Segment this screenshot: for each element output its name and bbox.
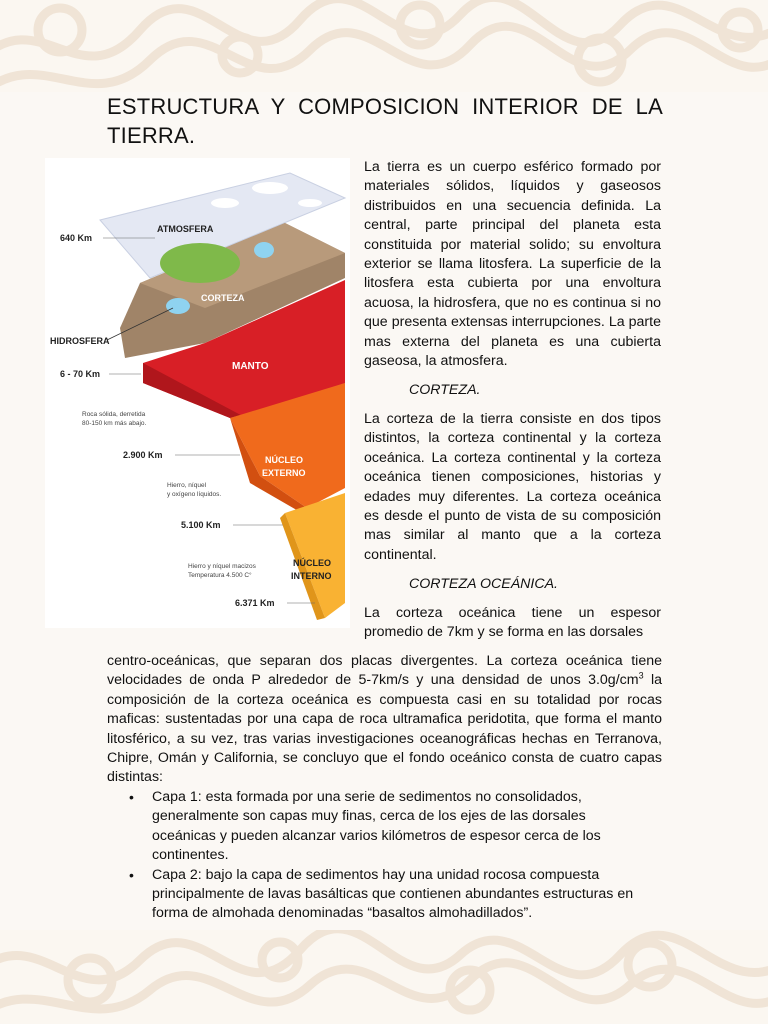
depth-5100-label: 5.100 Km	[181, 520, 221, 530]
list-item: • Capa 2: bajo la capa de sedimentos hay una unidad rocosa compuesta principalmente de lavas basálticas que contienen abundantes estructuras en forma de almohada denominadas “basaltos almohadillados”.	[129, 866, 634, 922]
decorative-footer-band	[0, 930, 768, 1024]
outer-core-label-2: EXTERNO	[262, 468, 306, 478]
note-hierro-2: y oxígeno líquidos.	[167, 491, 222, 498]
mantle-label: MANTO	[232, 361, 269, 372]
note-macizos-2: Temperatura 4.500 C°	[188, 572, 252, 579]
earth-structure-diagram	[45, 158, 350, 628]
hydrosphere-label: HIDROSFERA	[50, 336, 110, 346]
crust-label: CORTEZA	[201, 293, 245, 303]
corteza-paragraph: La corteza de la tierra consiste en dos tipos distintos, la corteza continental y la corteza oceánica. La corteza continental y la corteza oceánica tienen composiciones, historias y edades muy diferentes. La corteza oceánica es desde el punto de vista de su composición mas similar al manto que a la corteza continental.	[364, 411, 661, 563]
corteza-oceanica-paragraph: centro-oceánicas, que separan dos placas divergentes. La corteza oceánica tiene velocidades de onda P alrededor de 5-7km/s y una densidad de unos $3.0g/cm^3$ la composición de la corteza oceánica es compuesta casi en su totalidad por rocas maficas: sustentadas por una capa de roca ultramafica peridotita, que forma el manto litosférico, a su vez, tras varias investigaciones oceanográficas hechas en Terranova, Chipre, Omán y California, se concluyo que el fondo oceánico consta de cuatro capas distintas:	[107, 653, 662, 786]
corteza-oceanica-lead: La corteza oceánica tiene un espesor promedio de 7km y se forma en las dorsales	[364, 605, 661, 641]
layers-bullet-list	[107, 788, 647, 924]
inner-core-label-1: NÚCLEO	[293, 558, 331, 568]
page-title: ESTRUCTURA Y COMPOSICION INTERIOR DE LA TIERRA.	[107, 94, 663, 148]
decorative-header-band	[0, 0, 768, 92]
bullet-icon: •	[129, 789, 134, 805]
intro-paragraph: La tierra es un cuerpo esférico formado por materiales sólidos, líquidos y gaseosos distribuidos en una secuencia definida. La central, parte principal del planeta esta constituida por material solido; su envoltura exterior se llama litosfera. La superficie de la litosfera esta cubierta por una envoltura acuosa, la hidrosfera, que no es continua si no que presenta extensas interrupciones. La parte mas externa del planeta es una cubierta gaseosa, la atmosfera.	[364, 159, 661, 370]
depth-6371-label: 6.371 Km	[235, 598, 275, 608]
depth-6-70-label: 6 - 70 Km	[60, 369, 101, 379]
section-heading-corteza-oceanica: CORTEZA OCEÁNICA.	[409, 576, 558, 592]
bullet-icon: •	[129, 866, 134, 883]
superscript-cubed: 3	[638, 670, 644, 681]
section-heading-corteza: CORTEZA.	[409, 382, 481, 398]
note-roca-2: 80-150 km más abajo.	[82, 420, 147, 427]
depth-2900-label: 2.900 Km	[123, 450, 163, 460]
depth-640-label: 640 Km	[60, 233, 93, 243]
atmosphere-label: ATMOSFERA	[157, 224, 214, 234]
inner-core-label-2: INTERNO	[291, 571, 332, 581]
note-roca-1: Roca sólida, derretida	[82, 411, 146, 418]
note-macizos-1: Hierro y níquel macizos	[188, 563, 256, 570]
outer-core-label-1: NÚCLEO	[265, 455, 303, 465]
note-hierro-1: Hierro, níquel	[167, 482, 207, 489]
list-item: • Capa 1: esta formada por una serie de sedimentos no consolidados, generalmente son capas muy finas, cerca de los ejes de las dorsales oceánicas y pueden alcanzar varios kilómetros de espesor cerca de los continentes.	[129, 789, 601, 864]
